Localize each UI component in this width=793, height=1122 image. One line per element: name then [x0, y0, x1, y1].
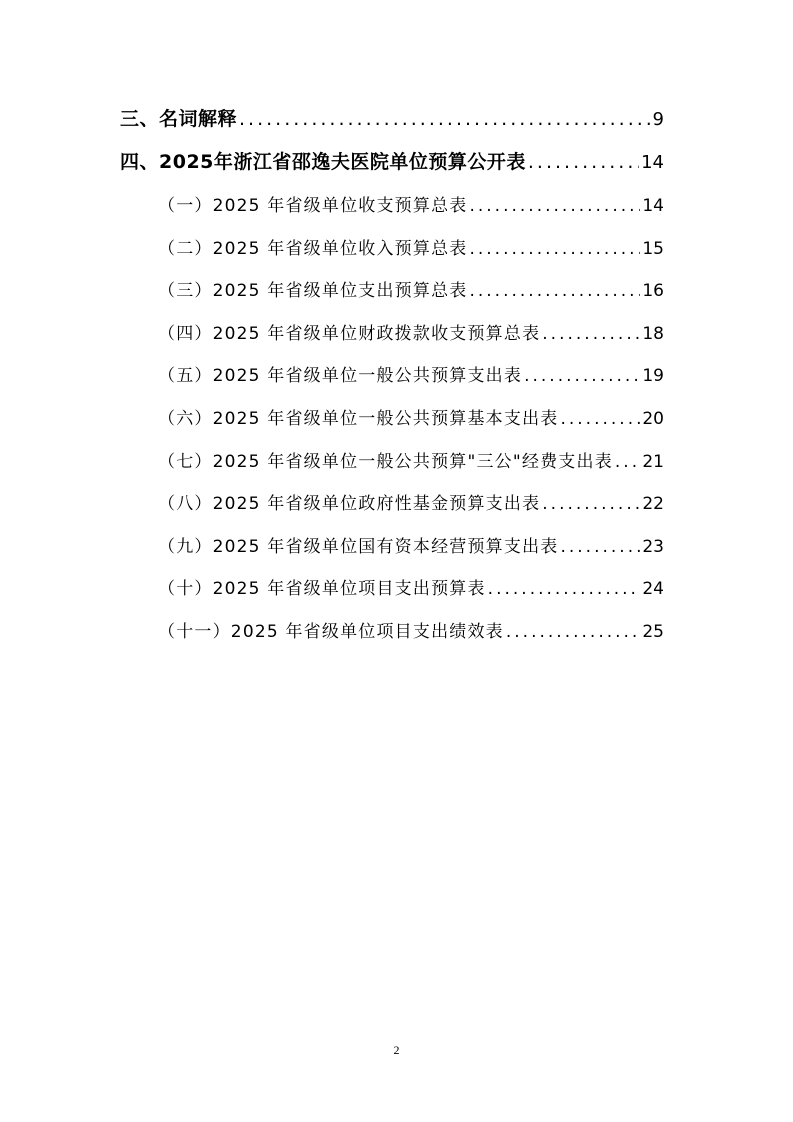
toc-entry-title: （四）2025 年省级单位财政拨款收支预算总表: [158, 324, 541, 344]
toc-entry-title: 三、名词解释: [120, 108, 238, 130]
toc-entry-page: 22: [642, 494, 664, 514]
toc-entry-table-5[interactable]: [158, 361, 664, 386]
toc-leader-dots: [506, 622, 640, 642]
toc-entry-table-7[interactable]: [158, 447, 664, 472]
toc-leader-dots: [524, 366, 640, 386]
toc-entry-page: 19: [642, 366, 664, 386]
toc-entry-title: （一）2025 年省级单位收支预算总表: [158, 196, 468, 216]
toc-entry-page: 15: [642, 239, 664, 259]
toc-leader-dots: [469, 196, 640, 216]
toc-entry-title: 四、2025年浙江省邵逸夫医院单位预算公开表: [120, 151, 526, 173]
toc-entry-page: 14: [642, 196, 664, 216]
toc-entry-table-8[interactable]: [158, 489, 664, 514]
toc-entry-budget-tables[interactable]: [120, 147, 664, 174]
toc-entry-title: （八）2025 年省级单位政府性基金预算支出表: [158, 494, 541, 514]
toc-entry-title: （九）2025 年省级单位国有资本经营预算支出表: [158, 537, 559, 557]
toc-entry-page: 14: [641, 152, 664, 173]
toc-entry-title: （七）2025 年省级单位一般公共预算"三公"经费支出表: [158, 452, 613, 472]
toc-entry-table-11[interactable]: [158, 617, 664, 642]
toc-leader-dots: [488, 579, 641, 599]
toc-entry-page: 18: [642, 324, 664, 344]
toc-leader-dots: [469, 239, 640, 259]
toc-leader-dots: [542, 324, 640, 344]
toc-leader-dots: [560, 537, 640, 557]
toc-leader-dots: [615, 452, 640, 472]
toc-entry-title: （十）2025 年省级单位项目支出预算表: [158, 579, 486, 599]
toc-entry-glossary[interactable]: [120, 104, 664, 131]
toc-entry-table-1[interactable]: [158, 191, 664, 216]
toc-entry-table-2[interactable]: [158, 234, 664, 259]
toc-entry-table-4[interactable]: [158, 319, 664, 344]
toc-entry-title: （五）2025 年省级单位一般公共预算支出表: [158, 366, 523, 386]
toc-entry-page: 21: [642, 452, 664, 472]
toc-leader-dots: [469, 281, 640, 301]
toc-entry-table-9[interactable]: [158, 532, 664, 557]
toc-leader-dots: [542, 494, 640, 514]
toc-entry-title: （六）2025 年省级单位一般公共预算基本支出表: [158, 409, 559, 429]
toc-entry-page: 25: [642, 622, 664, 642]
toc-leader-dots: [239, 108, 651, 130]
toc-leader-dots: [560, 409, 640, 429]
toc-entry-title: （二）2025 年省级单位收入预算总表: [158, 239, 468, 259]
toc-entry-page: 24: [642, 579, 664, 599]
toc-entry-page: 23: [642, 537, 664, 557]
toc-entry-title: （三）2025 年省级单位支出预算总表: [158, 281, 468, 301]
toc-entry-page: 9: [652, 109, 664, 130]
toc-entry-table-3[interactable]: [158, 276, 664, 301]
toc-leader-dots: [528, 151, 639, 173]
toc-entry-page: 20: [642, 409, 664, 429]
toc-entry-page: 16: [642, 281, 664, 301]
toc-entry-table-6[interactable]: [158, 404, 664, 429]
toc-entry-table-10[interactable]: [158, 574, 664, 599]
page-number: 2: [393, 1043, 400, 1057]
toc-entry-title: （十一）2025 年省级单位项目支出绩效表: [158, 622, 504, 642]
